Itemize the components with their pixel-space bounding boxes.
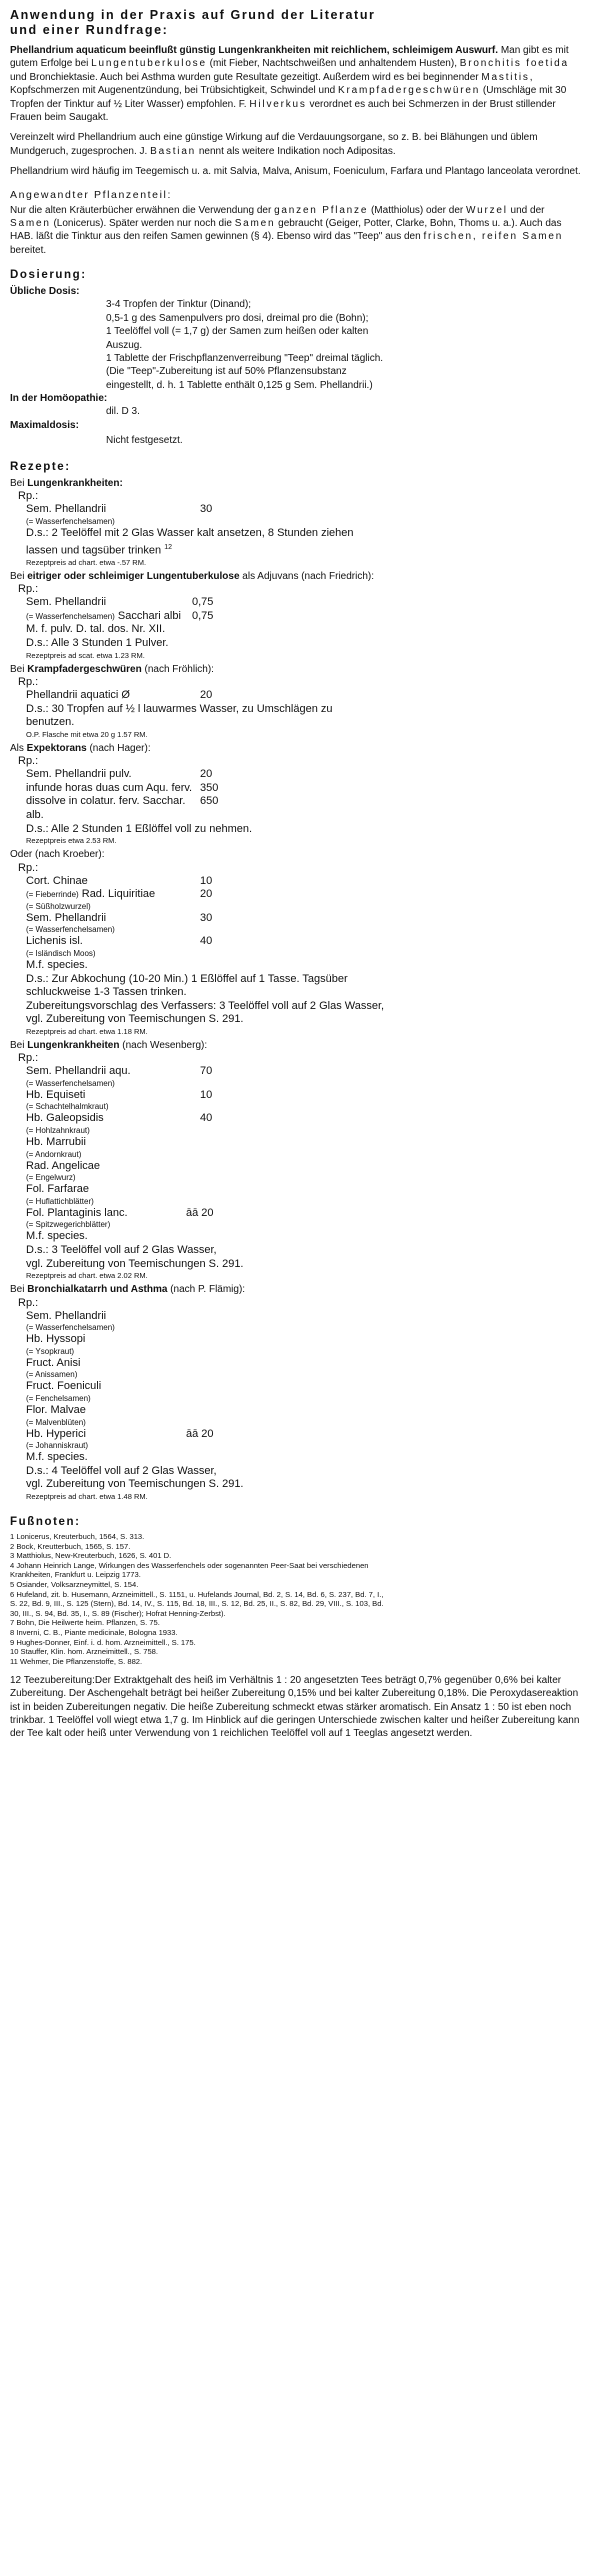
recipe-5: Oder (nach Kroeber): Rp.: Cort. Chinae 10 (= Fieberrinde) Rad. Liquiritiae 20 (= Süßholzwurzel) Sem. Phellandrii 30 (= Wasserfenchelsamen) Lichenis isl. 40 (= Isländisch Moos) M.f. species. D.s.: Zur Abkochung (10-20 Min.) 1 Eßlöffel auf 1 Tasse. Tagsüber schluckweise 1-3 Tassen trinken. Zubereitungsvorschlag des Verfassers: 3 Teelöffel voll auf 2 Glas Wasser, vgl. Zubereitung von Teemischungen S. 291. Rezeptpreis ad chart. etwa 1.18 RM. xyxy=(10,849,385,1036)
footnote: S. 22, Bd. 9, III., S. 125 (Stern), Bd. 14, IV., S. 115, Bd. 18, III., S. 12, Bd. 25, II., S. 82, Bd. 29, VIII., S. 103, Bd. xyxy=(10,1599,384,1609)
recipe-4: Als Expektorans (nach Hager): Rp.: Sem. Phellandrii pulv. 20 infunde horas duas cum Aqu. ferv. 350 dissolve in colatur. ferv. Sacchar. 650 alb. D.s.: Alle 2 Stunden 1 Eßlöffel voll zu nehmen. Rezeptpreis etwa 2.53 RM. xyxy=(10,742,253,846)
footnote-list xyxy=(10,1532,583,1666)
fussnoten-heading: Fußnoten: xyxy=(10,1515,81,1528)
recipe-2: Bei eitriger oder schleimiger Lungentuberkulose als Adjuvans (nach Friedrich): Rp.: Sem. Phellandrii 0,75 (= Wasserfenchelsamen) Sacchari albi 0,75 M. f. pulv. D. tal. dos. Nr. XII. D.s.: Alle 3 Stunden 1 Pulver. Rezeptpreis ad scat. etwa 1.23 RM. xyxy=(10,570,375,660)
rezepte-heading: Rezepte: xyxy=(10,460,71,473)
homoeopathie-value: dil. D 3. xyxy=(106,406,140,418)
intro-paragraph-2: Vereinzelt wird Phellandrium auch eine günstige Wirkung auf die Verdauungsorgane, so z. B. bei Blähungen und üblem Mundgeruch, zugesprochen. J. Bastian nennt als weitere Indikation noch Adipositas. xyxy=(10,132,538,157)
footnote: 5 Osiander, Volksarzneymittel, S. 154. xyxy=(10,1579,139,1589)
footnote: 9 Hughes-Donner, Einf. i. d. hom. Arzneimittell., S. 175. xyxy=(10,1637,196,1647)
footnote: 4 Johann Heinrich Lange, Wirkungen des Wasserfenchels oder sogenannten Peer-Saat bei verschiedenen xyxy=(10,1560,369,1570)
footnote: 30, III., S. 94, Bd. 35, I., S. 89 (Fischer); Hofrat Henning-Zerbst). xyxy=(10,1608,226,1618)
footnote: 1 Lonicerus, Kreuterbuch, 1564, S. 313. xyxy=(10,1531,145,1541)
intro-paragraph-3: Phellandrium wird häufig im Teegemisch u. a. mit Salvia, Malva, Anisum, Foeniculum, Farfara und Plantago lanceolata verordnet. xyxy=(10,166,581,178)
maximaldosis-label: Maximaldosis: xyxy=(10,419,79,431)
footnote: 3 Matthiolus, New-Kreuterbuch, 1626, S. 401 D. xyxy=(10,1551,172,1561)
footnote: 11 Wehmer, Die Pflanzenstoffe, S. 882. xyxy=(10,1656,143,1666)
dosis-text: 3-4 Tropfen der Tinktur (Dinand); 0,5-1 g des Samenpulvers pro dosi, dreimal pro die (Bohn); 1 Teelöffel voll (= 1,7 g) der Samen zum heißen oder kalten Auszug. 1 Tablette der Frischpflanzenverreibung "Teep" dreimal täglich. (Die "Teep"-Zubereitung ist auf 50% Pflanzensubstanz eingestellt, d. h. 1 Tablette enthält 0,125 g Sem. Phellandrii.) xyxy=(106,299,384,391)
footnote: 8 Inverni, C. B., Piante medicinale, Bologna 1933. xyxy=(10,1627,178,1637)
recipe-3: Bei Krampfadergeschwüren (nach Fröhlich): Rp.: Phellandrii aquatici Ø 20 D.s.: 30 Tropfen auf ½ l lauwarmes Wasser, zu Umschlägen zu benutzen. O.P. Flasche mit etwa 20 g 1.57 RM. xyxy=(10,663,333,739)
pflanzenteil-heading: Angewandter Pflanzenteil: xyxy=(10,188,172,201)
intro-paragraph-1: Phellandrium aquaticum beeinflußt günstig Lungenkrankheiten mit reichlichem, schleimigem Auswurf. Man gibt es mit gutem Erfolge bei Lungentuberkulose (mit Fieber, Nachtschweißen und anhaltendem Husten), Bronchitis foetida und Bronchiektasie. Auch bei Asthma wurden gute Resultate gezeitigt. Außerdem wird es bei beginnender Mastitis, Kopfschmerzen mit Augenentzündung, bei Trübsichtigkeit, Schwindel und Krampfadergeschwüren (Umschläge mit 30 Tropfen der Tinktur auf ½ Liter Wasser) empfohlen. F. Hilverkus verordnet es auch bei Schmerzen in der Brust stillender Frauen beim Saugakt. xyxy=(10,45,569,124)
footnote: Krankheiten, Frankfurt u. Leipzig 1773. xyxy=(10,1570,141,1580)
footnote: 2 Bock, Kreutterbuch, 1565, S. 157. xyxy=(10,1541,131,1551)
dosierung-heading: Dosierung: xyxy=(10,269,87,282)
recipe-6: Bei Lungenkrankheiten (nach Wesenberg): Rp.: Sem. Phellandrii aqu. 70 (= Wasserfenchelsamen) Hb. Equiseti 10 (= Schachtelhalmkraut) Hb. Galeopsidis 40 (= Hohlzahnkraut) Hb. Marrubii (= Andornkraut) Rad. Angelicae (= Engelwurz) Fol. Farfarae (= Huflattichblätter) Fol. Plantaginis lanc. āā 20 (= Spitzwegerichblätter) M.f. species. D.s.: 3 Teelöffel voll auf 2 Glas Wasser, vgl. Zubereitung von Teemischungen S. 291. Rezeptpreis ad chart. etwa 2.02 RM. xyxy=(10,1039,244,1281)
pflanzenteil-paragraph: Nur die alten Kräuterbücher erwähnen die Verwendung der ganzen Pflanze (Matthiolus) oder der Wurzel und der Samen (Lonicerus). Später werden nur noch die Samen gebraucht (Geiger, Potter, Clarke, Bohn, Thoms u. a.). Auch das HAB. läßt die Tinktur aus den reifen Samen gewinnen (§ 4). Ebenso wird das "Teep" aus den frischen, reifen Samen bereitet. xyxy=(10,204,564,256)
footnote: 7 Bohn, Die Heilwerte heim. Pflanzen, S. 75. xyxy=(10,1618,160,1628)
footnote: 6 Hufeland, zit. b. Husemann, Arzneimittell., S. 1151, u. Hufelands Journal, Bd. 2, S. 14, Bd. 6, S. 237, Bd. 7, I., xyxy=(10,1589,384,1599)
recipe-7: Bei Bronchialkatarrh und Asthma (nach P. Flämig): Rp.: Sem. Phellandrii (= Wasserfenchelsamen) Hb. Hyssopi (= Ysopkraut) Fruct. Anisi (= Anissamen) Fruct. Foeniculi (= Fenchelsamen) Flor. Malvae (= Malvenblüten) Hb. Hyperici āā 20 (= Johanniskraut) M.f. species. D.s.: 4 Teelöffel voll auf 2 Glas Wasser, vgl. Zubereitung von Teemischungen S. 291. Rezeptpreis ad chart. etwa 1.48 RM. xyxy=(10,1284,246,1501)
footnote: 10 Stauffer, Klin. hom. Arzneimittell., S. 758. xyxy=(10,1647,159,1657)
maximaldosis-value: Nicht festgesetzt. xyxy=(106,434,183,446)
recipe-1: Bei Lungenkrankheiten: Rp.: Sem. Phellandrii 30 (= Wasserfenchelsamen) D.s.: 2 Teelöffel mit 2 Glas Wasser kalt ansetzen, 8 Stunden ziehen lassen und tagsüber trinken $^{12}$ Rezeptpreis ad chart. etwa -.57 RM. xyxy=(10,477,354,567)
page-title: Anwendung in der Praxis auf Grund der Literatur und einer Rundfrage: xyxy=(10,8,376,37)
footnote-12-teezubereitung: 12 Teezubereitung:Der Extraktgehalt des heiß im Verhältnis 1 : 20 angesetzten Tees beträgt 0,7% gegenüber 0,6% bei kalter Zubereitung. Der Aschengehalt beträgt bei heißer Zubereitung 0,15% und bei kalter Zubereitung 0,18%. Die Peroxydasereaktion ist in beiden Zubereitungen negativ. Die heiße Zubereitung schmeckt etwas stärker aromatisch. Ein Ansatz 1 : 50 ist eben noch trinkbar. 1 Teelöffel voll wiegt etwa 1,7 g. Im Hinblick auf die geringen Unterschiede zwischen kalter und heißer Zubereitung kann der Tee kalt oder heiß unter Verwendung von 1 reichlichen Teelöffel voll auf 1 Teeglas angesetzt werden. xyxy=(10,1675,580,1740)
homoeopathie-label: In der Homöopathie: xyxy=(10,393,108,405)
dosis-label: Übliche Dosis: xyxy=(10,286,80,298)
